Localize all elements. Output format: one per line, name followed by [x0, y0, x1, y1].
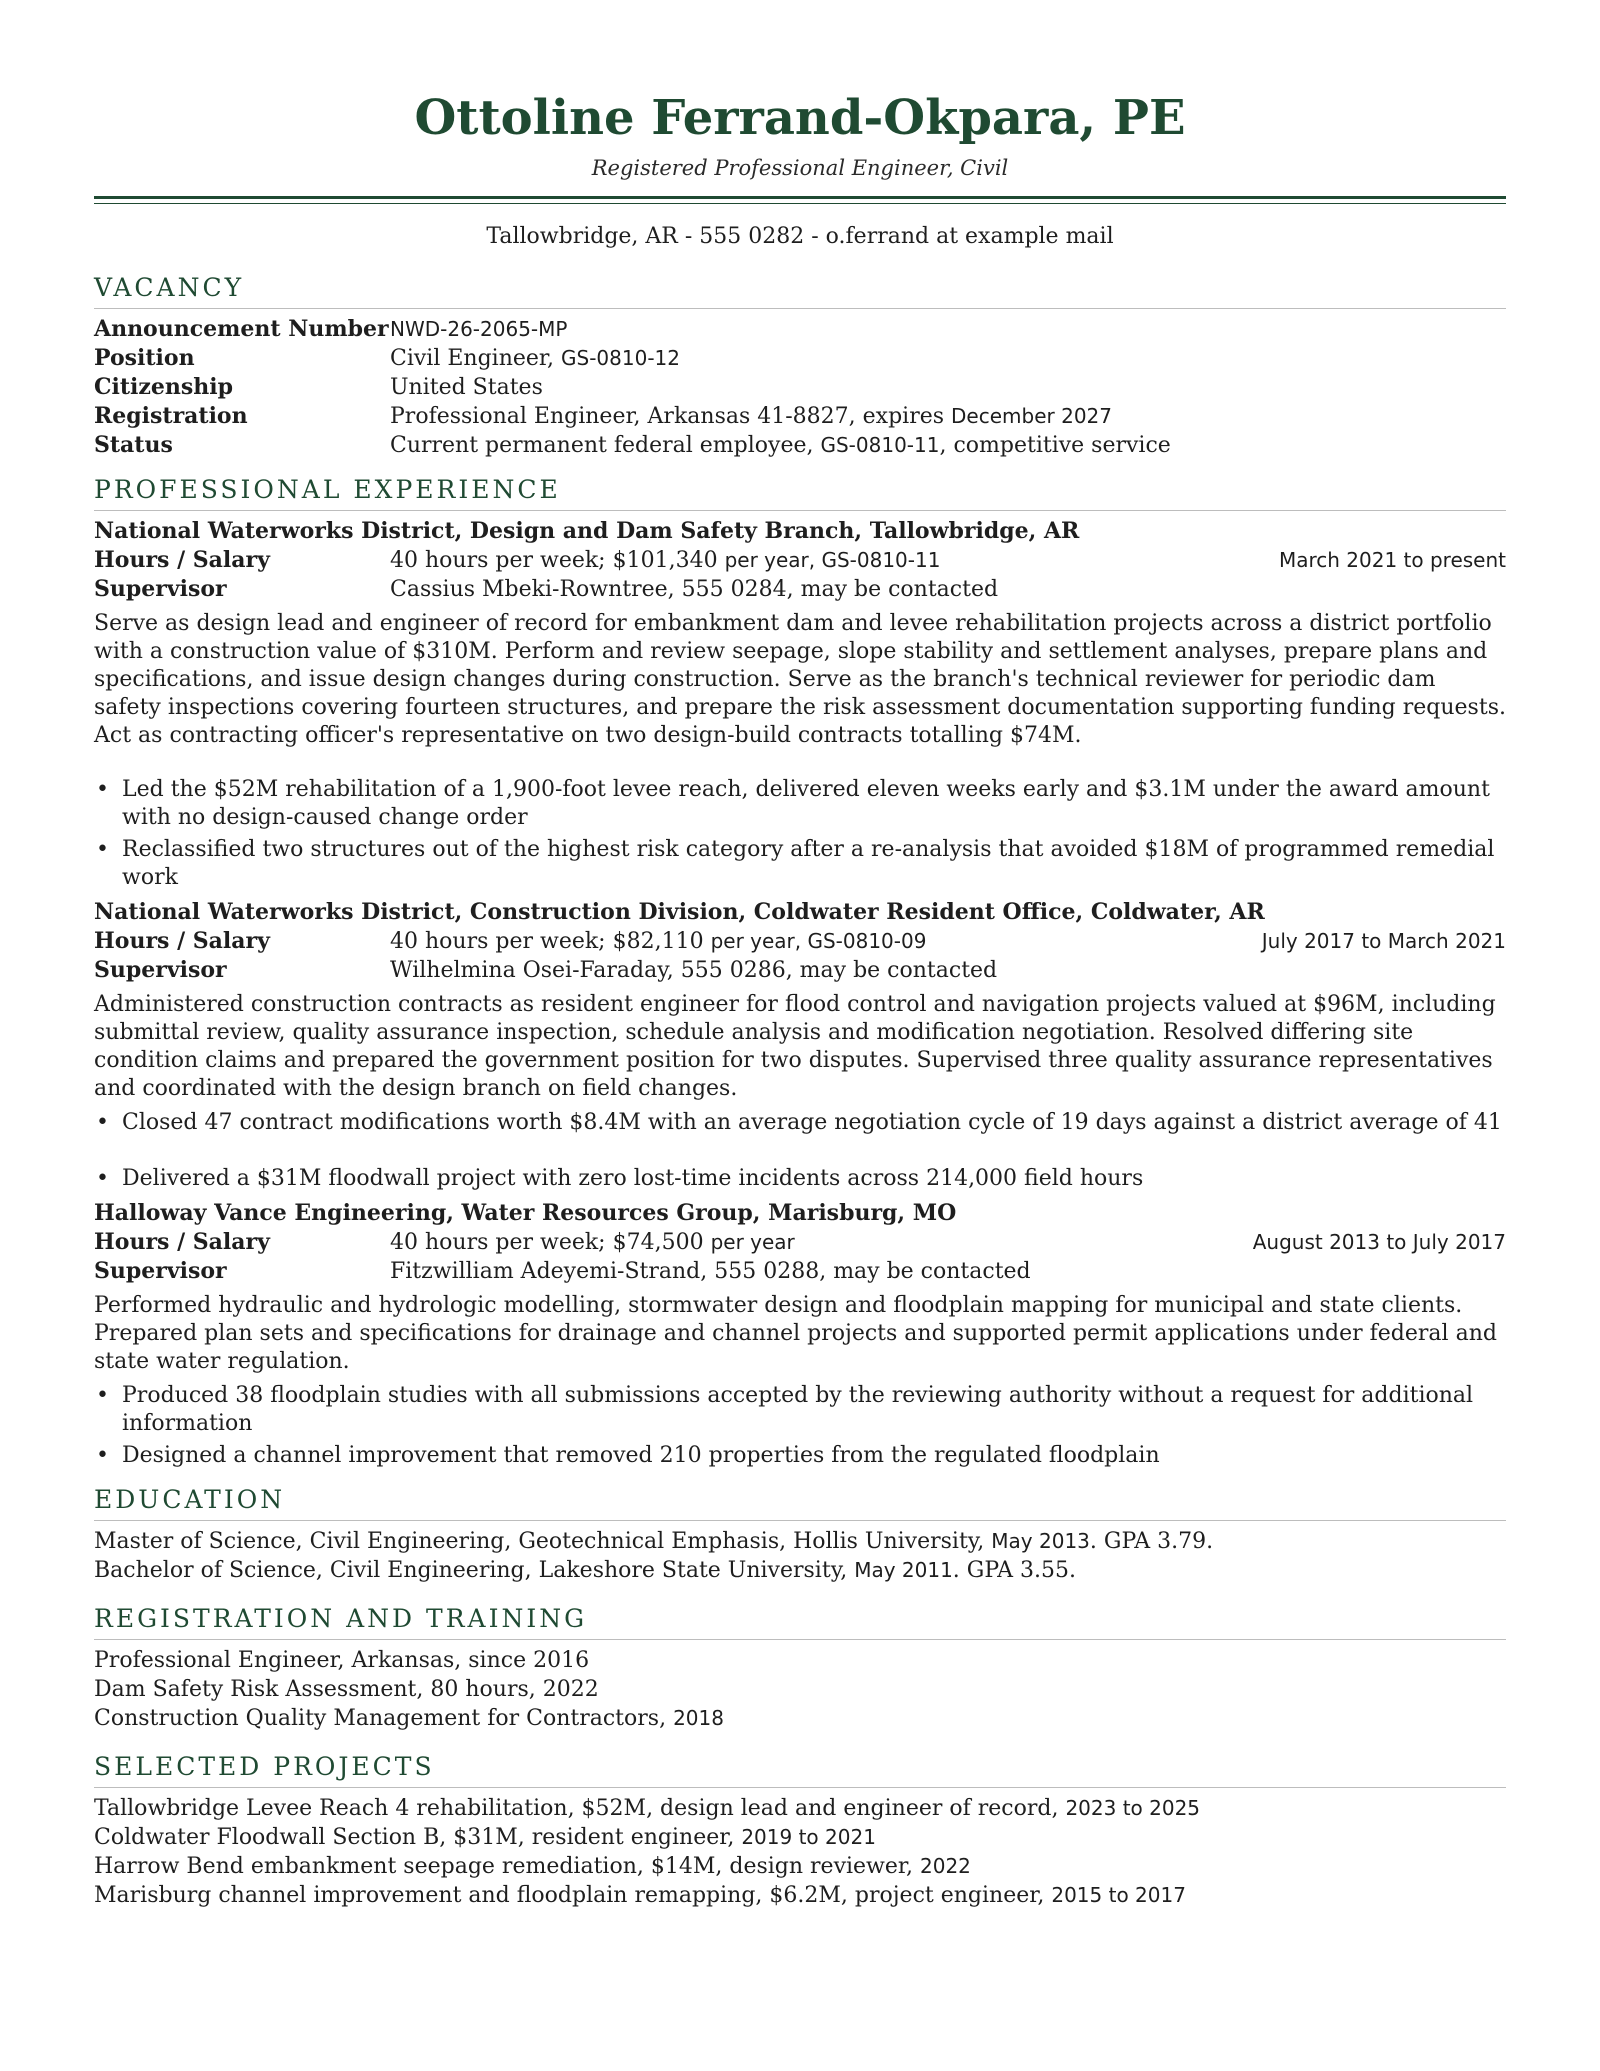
vacancy-label: Announcement Number: [94, 316, 389, 342]
supervisor-label: Supervisor: [94, 1258, 227, 1284]
project-item: Marisburg channel improvement and floodplain remapping, $6.2M, project engineer, 2015 to 2017: [94, 1883, 1186, 1908]
job-description: Administered construction contracts as resident engineer for flood control and navigation projects valued at $96M, including submittal review, quality assurance inspection, schedule analysis and modification negotiation. Resolved differing site condition claims and prepared the government position for two disputes. Supervised three quality assurance representatives and coordinated with the design branch on field changes.: [94, 992, 1496, 1101]
header-divider: [94, 196, 1506, 204]
job-entry: [94, 517, 1506, 892]
job-accomplishments: [94, 1382, 1506, 1470]
vacancy-value: Current permanent federal employee, GS-0810-11, competitive service: [390, 433, 1171, 458]
vacancy-value: Professional Engineer, Arkansas 41-8827, expires December 2027: [390, 404, 1112, 429]
job-dates: July 2017 to March 2021: [1261, 929, 1506, 953]
job-entry: [94, 898, 1506, 1193]
job-accomplishments: [94, 1109, 1506, 1193]
section-title-experience: PROFESSIONAL EXPERIENCE: [94, 474, 1506, 511]
job-dates: August 2013 to July 2017: [1252, 1230, 1506, 1254]
job-employer: National Waterworks District, Design and Dam Safety Branch, Tallowbridge, AR: [94, 518, 1080, 544]
supervisor-value: Wilhelmina Osei-Faraday, 555 0286, may be contacted: [390, 958, 998, 983]
job-supervisor-row: [94, 575, 1506, 604]
experience-section: [94, 474, 1506, 1470]
education-item: Master of Science, Civil Engineering, Geotechnical Emphasis, Hollis University, May 2013. GPA 3.79.: [94, 1529, 1214, 1554]
vacancy-label: Position: [94, 345, 195, 371]
hours-label: Hours / Salary: [94, 1229, 270, 1255]
hours-value: 40 hours per week; $74,500 per year: [390, 1230, 795, 1255]
accomplishment-item: • Designed a channel improvement that removed 210 properties from the regulated floodplain: [94, 1442, 1506, 1470]
education-item: Bachelor of Science, Civil Engineering, Lakeshore State University, May 2011. GPA 3.55.: [94, 1558, 1076, 1583]
vacancy-row: [94, 344, 1506, 373]
job-description: Serve as design lead and engineer of record for embankment dam and levee rehabilitation projects across a district portfolio with a construction value of $310M. Perform and review seepage, slope stability and settlement analyses, prepare plans and specifications, and issue design changes during construction. Serve as the branch's technical reviewer for periodic dam safety inspections covering fourteen structures, and prepare the risk assessment documentation supporting funding requests. Act as contracting officer's representative on two design-build contracts totalling $74M.: [94, 611, 1506, 748]
accomplishment-item: • Reclassified two structures out of the highest risk category after a re-analysis that avoided $18M of programmed remedial work: [94, 836, 1506, 892]
education-section: [94, 1484, 1506, 1585]
supervisor-value: Cassius Mbeki-Rowntree, 555 0284, may be contacted: [390, 577, 999, 602]
job-hours-row: [94, 1228, 1506, 1257]
job-accomplishments: [94, 776, 1506, 892]
vacancy-value: NWD-26-2065-MP: [390, 317, 568, 341]
vacancy-label: Registration: [94, 403, 248, 429]
job-hours-row: [94, 927, 1506, 956]
vacancy-section: [94, 272, 1506, 460]
project-item: Coldwater Floodwall Section B, $31M, resident engineer, 2019 to 2021: [94, 1825, 876, 1850]
vacancy-row: [94, 402, 1506, 431]
accomplishment-item: • Closed 47 contract modifications worth $8.4M with an average negotiation cycle of 19 days against a district average of 41: [94, 1109, 1506, 1137]
section-title-education: EDUCATION: [94, 1484, 1506, 1521]
hours-value: 40 hours per week; $82,110 per year, GS-0810-09: [390, 929, 927, 954]
section-title-registration: REGISTRATION AND TRAINING: [94, 1603, 1506, 1640]
candidate-title: Registered Professional Engineer, Civil: [591, 156, 1009, 180]
projects-section: [94, 1751, 1506, 1910]
job-employer: Halloway Vance Engineering, Water Resources Group, Marisburg, MO: [94, 1200, 957, 1226]
hours-value: 40 hours per week; $101,340 per year, GS-0810-11: [390, 548, 941, 573]
registration-item: Construction Quality Management for Contractors, 2018: [94, 1706, 724, 1731]
registration-item: Dam Safety Risk Assessment, 80 hours, 2022: [94, 1677, 599, 1702]
project-item: Tallowbridge Levee Reach 4 rehabilitation, $52M, design lead and engineer of record, 2023 to 2025: [94, 1796, 1201, 1821]
vacancy-label: Status: [94, 432, 173, 458]
supervisor-label: Supervisor: [94, 576, 227, 602]
job-employer: National Waterworks District, Construction Division, Coldwater Resident Office, Coldwater, AR: [94, 899, 1265, 925]
vacancy-value: United States: [390, 375, 543, 400]
job-supervisor-row: [94, 956, 1506, 985]
registration-item: Professional Engineer, Arkansas, since 2016: [94, 1648, 590, 1673]
section-title-projects: SELECTED PROJECTS: [94, 1751, 1506, 1788]
vacancy-label: Citizenship: [94, 374, 233, 400]
vacancy-row: [94, 315, 1506, 344]
resume-page: [94, 88, 1506, 1910]
accomplishment-item: • Produced 38 floodplain studies with all submissions accepted by the reviewing authority without a request for additional information: [94, 1382, 1506, 1438]
vacancy-row: [94, 431, 1506, 460]
job-hours-row: [94, 546, 1506, 575]
supervisor-label: Supervisor: [94, 957, 227, 983]
vacancy-table: [94, 315, 1506, 460]
job-dates: March 2021 to present: [1278, 548, 1506, 572]
job-supervisor-row: [94, 1257, 1506, 1286]
accomplishment-item: • Led the $52M rehabilitation of a 1,900-foot levee reach, delivered eleven weeks early and $3.1M under the award amount with no design-caused change order: [94, 776, 1506, 832]
candidate-name: Ottoline Ferrand-Okpara, PE: [414, 90, 1186, 146]
contact-line: Tallowbridge, AR - 555 0282 - o.ferrand at example mail: [486, 224, 1114, 249]
job-entry: [94, 1199, 1506, 1470]
hours-label: Hours / Salary: [94, 547, 270, 573]
accomplishment-item: • Delivered a $31M floodwall project with zero lost-time incidents across 214,000 field hours: [94, 1165, 1506, 1193]
registration-section: [94, 1603, 1506, 1733]
job-description: Performed hydraulic and hydrologic modelling, stormwater design and floodplain mapping for municipal and state clients. Prepared plan sets and specifications for drainage and channel projects and supported permit applications under federal and state water regulation.: [94, 1293, 1497, 1374]
vacancy-value: Civil Engineer, GS-0810-12: [390, 346, 680, 371]
project-item: Harrow Bend embankment seepage remediation, $14M, design reviewer, 2022: [94, 1854, 971, 1879]
section-title-vacancy: VACANCY: [94, 272, 1506, 309]
hours-label: Hours / Salary: [94, 928, 270, 954]
vacancy-row: [94, 373, 1506, 402]
supervisor-value: Fitzwilliam Adeyemi-Strand, 555 0288, may be contacted: [390, 1259, 1031, 1284]
